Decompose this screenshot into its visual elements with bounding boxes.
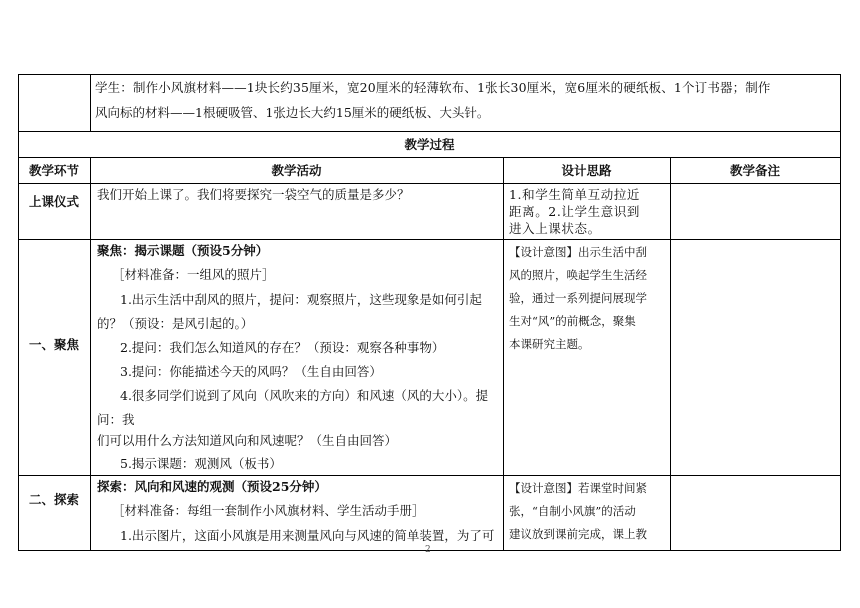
rule-row2-bottom xyxy=(18,475,841,476)
rule-col1 xyxy=(90,157,91,551)
row-ceremony-design-2: 距离。2.让学生意识到 xyxy=(509,204,641,219)
row-ceremony-activity: 我们开始上课了。我们将要探究一袋空气的质量是多少？ xyxy=(97,187,410,202)
section-title: 教学过程 xyxy=(404,137,455,152)
row-ceremony-design-3: 进入上课状态。 xyxy=(509,221,601,236)
rule-header-bottom xyxy=(18,183,841,184)
row-stage-focus: 一、聚焦 xyxy=(28,337,79,352)
row-stage-explore: 二、探索 xyxy=(28,492,79,507)
rule-row1-bottom xyxy=(18,239,841,240)
rule-top xyxy=(18,74,841,75)
rule-title-bottom xyxy=(18,157,841,158)
row-ceremony-design-1: 1.和学生简单互动拉近 xyxy=(509,187,641,202)
row-focus-activity-5: 3.提问：你能描述今天的风吗？（生自由回答） xyxy=(120,364,382,379)
row-focus-activity-9: 5.揭示课题：观测风（板书） xyxy=(120,456,282,471)
rule-materials-bottom xyxy=(18,131,841,132)
materials-line-1: 学生：制作小风旗材料——1块长约35厘米，宽20厘米的轻薄软布、1张长30厘米，宽6厘米的硬纸板、1个订书器；制作 xyxy=(95,80,771,95)
row-focus-design-1: 【设计意图】出示生活中刮 xyxy=(509,245,647,259)
row-explore-design-3: 建议放到课前完成，课上教 xyxy=(509,527,647,541)
row-focus-activity-6: 4.很多同学们说到了风向（风吹来的方向）和风速（风的大小）。提 xyxy=(120,388,489,403)
row-explore-title: 探索：风向和风速的观测（预设25分钟） xyxy=(97,479,327,494)
header-notes: 教学备注 xyxy=(729,163,780,178)
rule-col3 xyxy=(670,157,671,551)
row-focus-activity-2: 1.出示生活中刮风的照片，提问：观察照片，这些现象是如何引起 xyxy=(120,292,482,307)
row-explore-activity-1: ［材料准备：每组一套制作小风旗材料、学生活动手册］ xyxy=(112,503,425,518)
row-explore-design-1: 【设计意图】若课堂时间紧 xyxy=(509,481,647,495)
row-explore-activity-2: 1.出示图片，这面小风旗是用来测量风向与风速的简单装置，为了可 xyxy=(120,528,495,543)
row-focus-activity-4: 2.提问：我们怎么知道风的存在？（预设：观察各种事物） xyxy=(120,340,445,355)
row-stage-ceremony: 上课仪式 xyxy=(28,194,79,209)
row-focus-design-2: 风的照片，唤起学生生活经 xyxy=(509,268,647,282)
materials-line-2: 风向标的材料——1根硬吸管、1张边长大约15厘米的硬纸板、大头针。 xyxy=(95,105,490,120)
row-focus-design-3: 验，通过一系列提问展现学 xyxy=(509,291,647,305)
row-focus-activity-7: 问：我 xyxy=(97,412,135,427)
header-design: 设计思路 xyxy=(561,163,612,178)
row-focus-title: 聚焦：揭示课题（预设5分钟） xyxy=(97,243,269,258)
row-focus-activity-1: ［材料准备：一组风的照片］ xyxy=(112,267,275,282)
row-focus-activity-3: 的？（预设：是风引起的。） xyxy=(97,316,254,331)
header-activity: 教学活动 xyxy=(271,163,322,178)
rule-col2 xyxy=(503,157,504,551)
page-number: 2 xyxy=(425,545,431,555)
row-focus-activity-8: 们可以用什么方法知道风向和风速呢？（生自由回答） xyxy=(97,433,398,448)
rule-col1-top xyxy=(90,74,91,132)
row-explore-design-2: 张，“自制小风旗”的活动 xyxy=(509,504,636,518)
header-stage: 教学环节 xyxy=(28,163,79,178)
row-focus-design-4: 生对“风”的前概念，聚集 xyxy=(509,314,636,328)
row-focus-design-5: 本课研究主题。 xyxy=(509,337,590,351)
